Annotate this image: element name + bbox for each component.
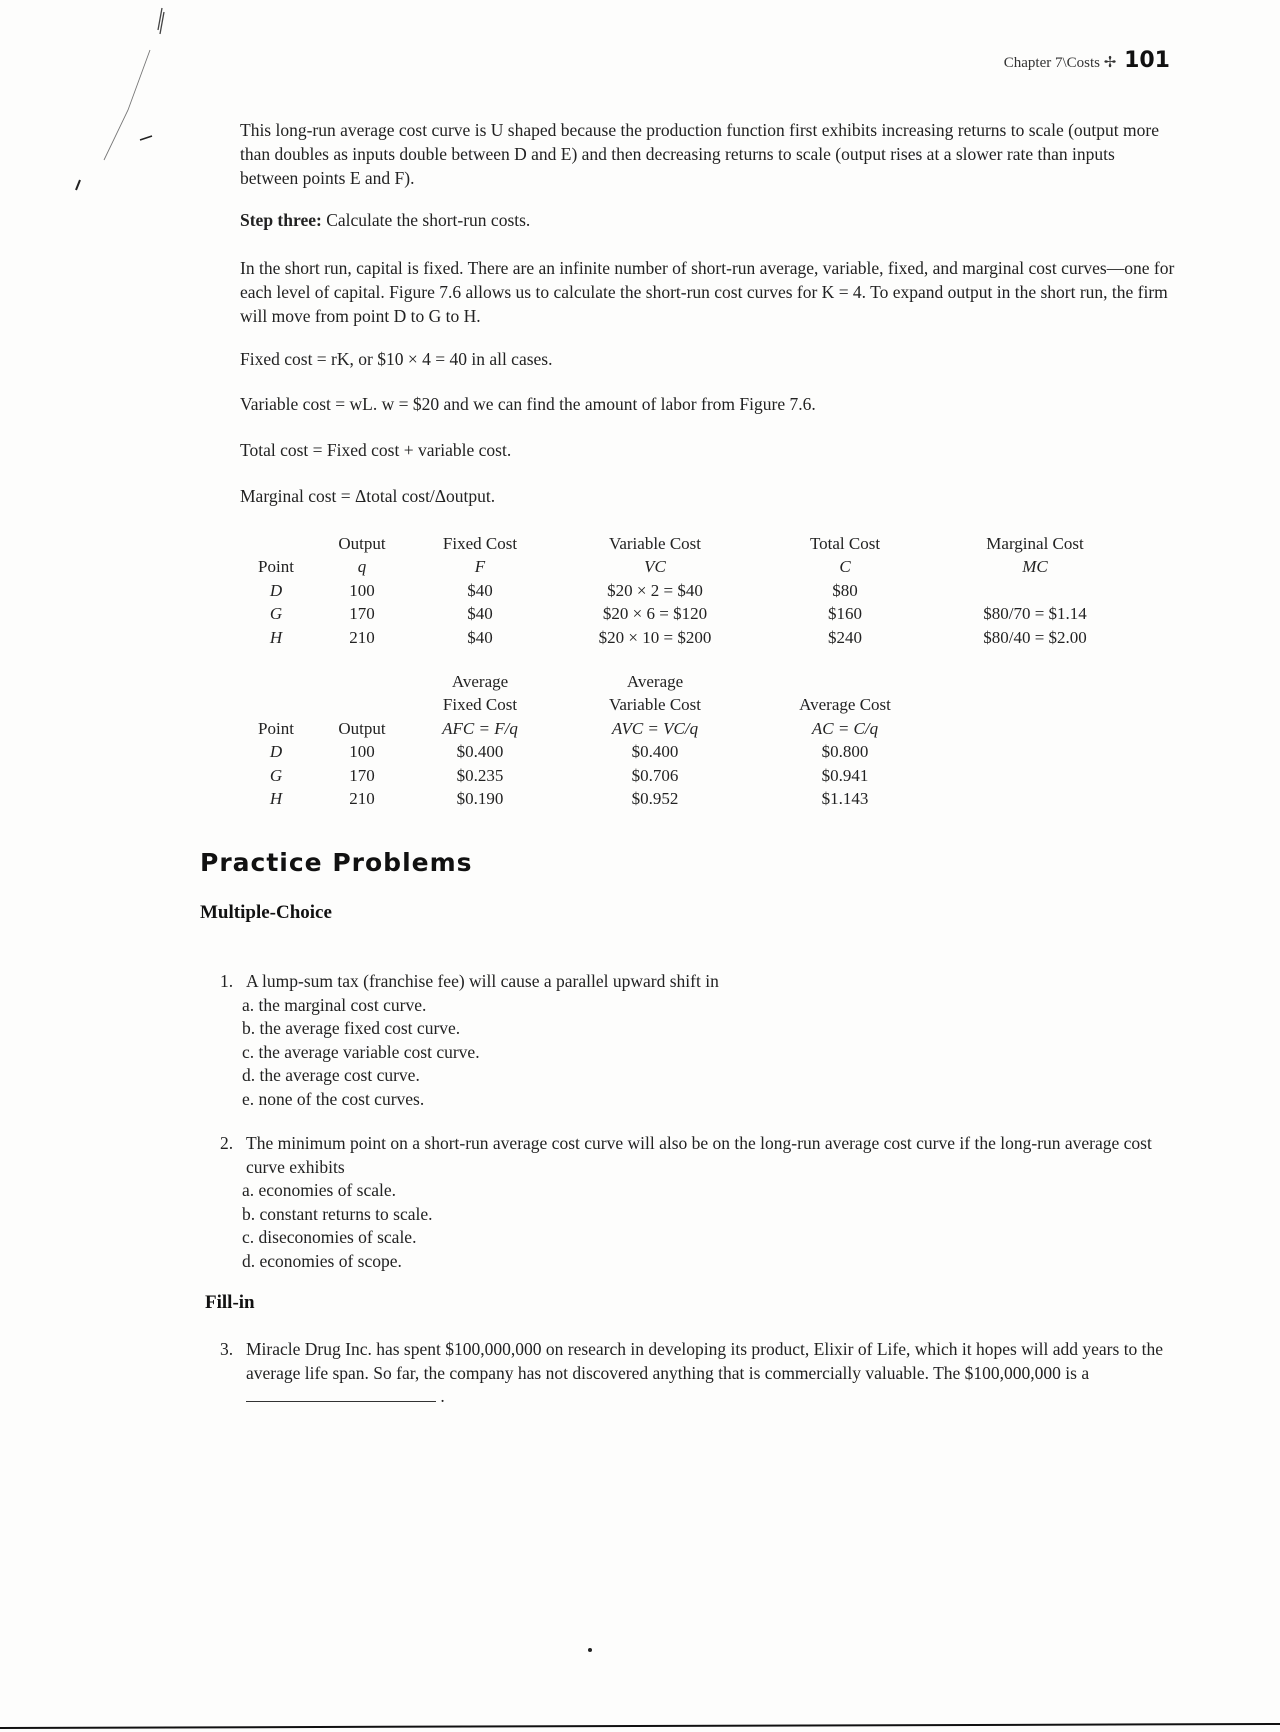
table-cell: D [269, 742, 283, 762]
table-header-cell: AVC = VC/q [611, 718, 699, 738]
table-header-cell: Variable Cost [608, 695, 702, 715]
running-header [1004, 48, 1170, 73]
answer-option: c. diseconomies of scale. [242, 1227, 417, 1247]
table-header-cell [920, 717, 1150, 741]
table-header-cell [248, 670, 304, 694]
question-1 [220, 970, 1180, 1111]
table-cell: $0.400 [456, 742, 504, 762]
average-cost-table [248, 670, 1150, 811]
table-header-cell: q [357, 557, 367, 577]
question-stem-end: . [440, 1386, 445, 1406]
answer-option: b. constant returns to scale. [242, 1203, 433, 1224]
table-header-cell [248, 694, 304, 718]
table-header-row [248, 717, 1150, 741]
fixed-cost-formula: Fixed cost = rK, or $10 × 4 = 40 in all cases. [240, 349, 553, 369]
table-cell: $20 × 2 = $40 [607, 580, 703, 600]
table-row [248, 741, 1150, 765]
table-row [248, 788, 1150, 812]
table-header-cell: Average [451, 671, 509, 691]
table-header-cell: C [839, 557, 851, 577]
table-header-cell: AFC = F/q [442, 718, 518, 738]
table-cell: $0.190 [456, 789, 504, 809]
table-cell: $40 [467, 627, 493, 647]
question-3 [220, 1338, 1180, 1409]
multiple-choice-heading: Multiple-Choice [200, 902, 332, 923]
table-row [248, 603, 1150, 627]
table-header-cell: Output [338, 533, 386, 553]
table-header-cell [920, 694, 1150, 718]
table-cell: $80 [832, 580, 858, 600]
table-header-cell: Average Cost [799, 695, 891, 715]
table-cell: G [269, 765, 283, 785]
table-header-cell: Variable Cost [608, 533, 702, 553]
answer-option: e. none of the cost curves. [242, 1088, 425, 1109]
table-header-cell: F [474, 557, 486, 577]
header-separator: ✢ [1103, 55, 1117, 71]
table-header-cell [304, 694, 420, 718]
table-header-cell: MC [1022, 557, 1048, 577]
variable-cost-formula: Variable cost = wL. w = $20 and we can find the amount of labor from Figure 7.6. [240, 394, 816, 414]
table-cell: $0.941 [821, 765, 869, 785]
question-2 [220, 1132, 1180, 1273]
marginal-cost-formula: Marginal cost = Δtotal cost/Δoutput. [240, 486, 496, 506]
table-header-cell [920, 670, 1150, 694]
table-header-cell: Fixed Cost [442, 533, 518, 553]
table-header-cell: Average [626, 671, 684, 691]
table-header-cell: Point [258, 557, 294, 577]
question-stem: The minimum point on a short-run average cost curve will also be on the long-run average cost curve if the long-run average cost curve exhibits [246, 1133, 1152, 1177]
chapter-title: Chapter 7\Costs [1003, 55, 1100, 71]
table-cell: D [269, 580, 283, 600]
table-header-cell: VC [644, 557, 666, 577]
table-header-row [248, 532, 1150, 556]
table-cell: $160 [828, 604, 862, 624]
table-cell: 210 [349, 789, 375, 809]
fill-in-heading: Fill-in [205, 1292, 255, 1313]
answer-option: a. the marginal cost curve. [242, 994, 427, 1015]
table-header-row [248, 670, 1150, 694]
table-header-cell: Output [338, 718, 386, 738]
table-cell: $80/40 = $2.00 [983, 627, 1087, 647]
question-stem-text: Miracle Drug Inc. has spent $100,000,000 on research in developing its product, Elixir of Life, which it hopes will add years to the average life span. So far, the company has not discovered anything that is commercially valuable. The $100,000,000 is a [246, 1339, 1164, 1383]
table-header-cell: Point [258, 718, 294, 738]
table-cell: 170 [349, 604, 375, 624]
table-cell: 170 [349, 765, 375, 785]
table-header-cell [304, 670, 420, 694]
table-header-cell: AC = C/q [811, 718, 879, 738]
table-cell: G [269, 604, 283, 624]
table-header-row [248, 694, 1150, 718]
table-cell: $40 [467, 580, 493, 600]
step-three-text: Calculate the short-run costs. [326, 210, 531, 230]
table-header-cell: Marginal Cost [986, 533, 1084, 553]
table-row [248, 764, 1150, 788]
table-header-cell: Fixed Cost [442, 695, 518, 715]
table-cell [920, 579, 1150, 603]
table-header-cell [770, 670, 920, 694]
question-number: 2. [220, 1133, 234, 1153]
table-cell: H [269, 789, 283, 809]
table-cell: H [269, 627, 283, 647]
question-stem [246, 1338, 1180, 1409]
answer-option: a. economies of scale. [242, 1180, 397, 1200]
short-run-paragraph: In the short run, capital is fixed. There are an infinite number of short-run average, variable, fixed, and marginal cost curves—one for each level of capital. Figure 7.6 allows us to calculate the short-run cost curves for K = 4. To expand output in the short run, the firm will move from point D to G to H. [240, 258, 1175, 326]
question-number: 3. [220, 1339, 234, 1359]
answer-blank[interactable] [246, 1401, 436, 1402]
table-cell: $1.143 [821, 789, 869, 809]
table-cell: $240 [828, 627, 862, 647]
answer-option: b. the average fixed cost curve. [242, 1018, 461, 1038]
table-cell: $20 × 6 = $120 [602, 604, 708, 624]
answer-option: c. the average variable cost curve. [242, 1041, 480, 1062]
table-cell: 100 [349, 580, 375, 600]
table-cell: $0.952 [631, 789, 679, 809]
table-cell: 210 [349, 627, 375, 647]
section-title: Practice Problems [200, 848, 473, 877]
table-cell: $40 [467, 604, 493, 624]
table-row [248, 626, 1150, 650]
step-three-line [240, 210, 530, 231]
table-row [248, 579, 1150, 603]
short-run-cost-table [248, 532, 1150, 650]
table-cell: $20 × 10 = $200 [598, 627, 712, 647]
total-cost-formula: Total cost = Fixed cost + variable cost. [240, 440, 512, 460]
answer-option: d. the average cost curve. [242, 1065, 420, 1085]
table-cell: 100 [349, 742, 375, 762]
table-header-row [248, 556, 1150, 580]
table-cell: $80/70 = $1.14 [983, 604, 1087, 624]
table-cell: $0.706 [631, 765, 679, 785]
table-header-cell: Total Cost [809, 533, 881, 553]
table-cell: $0.235 [456, 765, 504, 785]
table-header-cell [248, 532, 304, 556]
table-cell: $0.400 [631, 742, 679, 762]
question-stem: A lump-sum tax (franchise fee) will cause a parallel upward shift in [246, 971, 719, 991]
table-cell: $0.800 [821, 742, 869, 762]
answer-option: d. economies of scope. [242, 1250, 402, 1271]
step-three-label: Step three: [240, 210, 322, 230]
intro-paragraph: This long-run average cost curve is U shaped because the production function first exhibits increasing returns to scale (output more than doubles as inputs double between D and E) and then decreasing returns to scale (output rises at a slower rate than inputs between points E and F). [240, 120, 1159, 188]
page-number: 101 [1124, 48, 1170, 73]
question-number: 1. [220, 971, 234, 991]
